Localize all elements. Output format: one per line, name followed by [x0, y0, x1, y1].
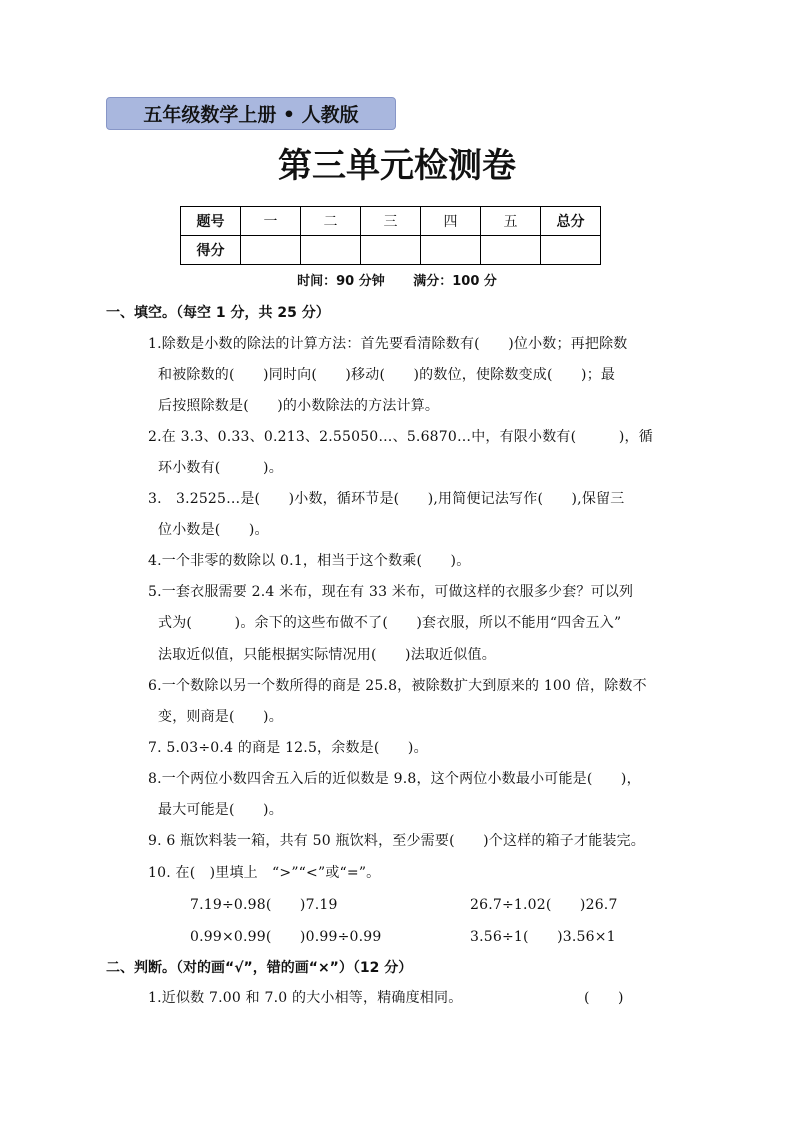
question-line: 位小数是( )。: [158, 522, 269, 538]
question-line: 最大可能是( )。: [158, 802, 283, 818]
score-cell[interactable]: [301, 236, 361, 265]
judge-question: 1.近似数 7.00 和 7.0 的大小相等，精确度相同。: [148, 990, 463, 1006]
question-line: 6.一个数除以另一个数所得的商是 25.8，被除数扩大到原来的 100 倍，除数不: [148, 678, 647, 694]
score-header-cell: 三: [361, 207, 421, 236]
question-line: 2.在 3.3̇、0.33、0.2̇13̇、2.55050…、5.6870…中，有限小数有( )，循: [148, 429, 653, 445]
question-line: 变，则商是( )。: [158, 709, 283, 725]
question-line: 3. 3.2525…是( )小数，循环节是( ),用简便记法写作( ),保留三: [148, 491, 625, 507]
page-title: 第三单元检测卷: [278, 146, 516, 186]
score-header-cell: 一: [241, 207, 301, 236]
score-cell[interactable]: [241, 236, 301, 265]
question-line: 法取近似值，只能根据实际情况用( )法取近似值。: [158, 647, 496, 663]
question-line: 式为( )。余下的这些布做不了( )套衣服，所以不能用“四舍五入”: [158, 615, 622, 631]
compare-item: 26.7÷1.02( )26.7: [470, 897, 618, 913]
score-table-header-row: [181, 207, 601, 236]
exam-full-score: 满分：100 分: [413, 274, 497, 289]
score-header-cell: 题号: [181, 207, 241, 236]
section-2-heading: 二、判断。（对的画“√”，错的画“×”）（12 分）: [106, 960, 413, 976]
question-line: 5.一套衣服需要 2.4 米布，现在有 33 米布，可做这样的衣服多少套？可以列: [148, 584, 634, 600]
exam-time: 时间：90 分钟: [297, 274, 385, 289]
judge-answer-paren[interactable]: ( ): [584, 990, 624, 1006]
score-cell[interactable]: [361, 236, 421, 265]
question-line: 8.一个两位小数四舍五入后的近似数是 9.8，这个两位小数最小可能是( )，: [148, 771, 641, 787]
score-header-cell: 四: [421, 207, 481, 236]
score-header-cell: 二: [301, 207, 361, 236]
question-line: 和被除数的( )同时向( )移动( )的数位，使除数变成( )；最: [158, 367, 616, 383]
section-1-heading: 一、填空。（每空 1 分，共 25 分）: [106, 305, 330, 321]
question-line: 9. 6 瓶饮料装一箱，共有 50 瓶饮料，至少需要( )个这样的箱子才能装完。: [148, 833, 646, 849]
score-table-score-row: [181, 236, 601, 265]
score-cell[interactable]: [421, 236, 481, 265]
score-cell[interactable]: [541, 236, 601, 265]
question-line: 4.一个非零的数除以 0.1，相当于这个数乘( )。: [148, 553, 471, 569]
exam-meta: [0, 270, 794, 289]
score-header-cell: 五: [481, 207, 541, 236]
question-line: 环小数有( )。: [158, 460, 283, 476]
question-line: 7. 5.03÷0.4 的商是 12.5，余数是( )。: [148, 740, 428, 756]
question-line: 1.除数是小数的除法的计算方法：首先要看清除数有( )位小数；再把除数: [148, 336, 628, 352]
question-line: 后按照除数是( )的小数除法的方法计算。: [158, 398, 440, 414]
score-cell[interactable]: [481, 236, 541, 265]
question-line: 10. 在( )里填上 “>”“<”或“=”。: [148, 865, 381, 881]
compare-item: 7.19÷0.98( )7.19: [190, 897, 338, 913]
grade-banner: 五年级数学上册 • 人教版: [106, 97, 396, 130]
compare-item: 3.56÷1( )3.56×1: [470, 929, 616, 945]
score-header-cell: 总分: [541, 207, 601, 236]
score-table: [180, 206, 601, 265]
score-row-label: 得分: [181, 236, 241, 265]
compare-item: 0.99×0.99( )0.99÷0.99: [190, 929, 382, 945]
